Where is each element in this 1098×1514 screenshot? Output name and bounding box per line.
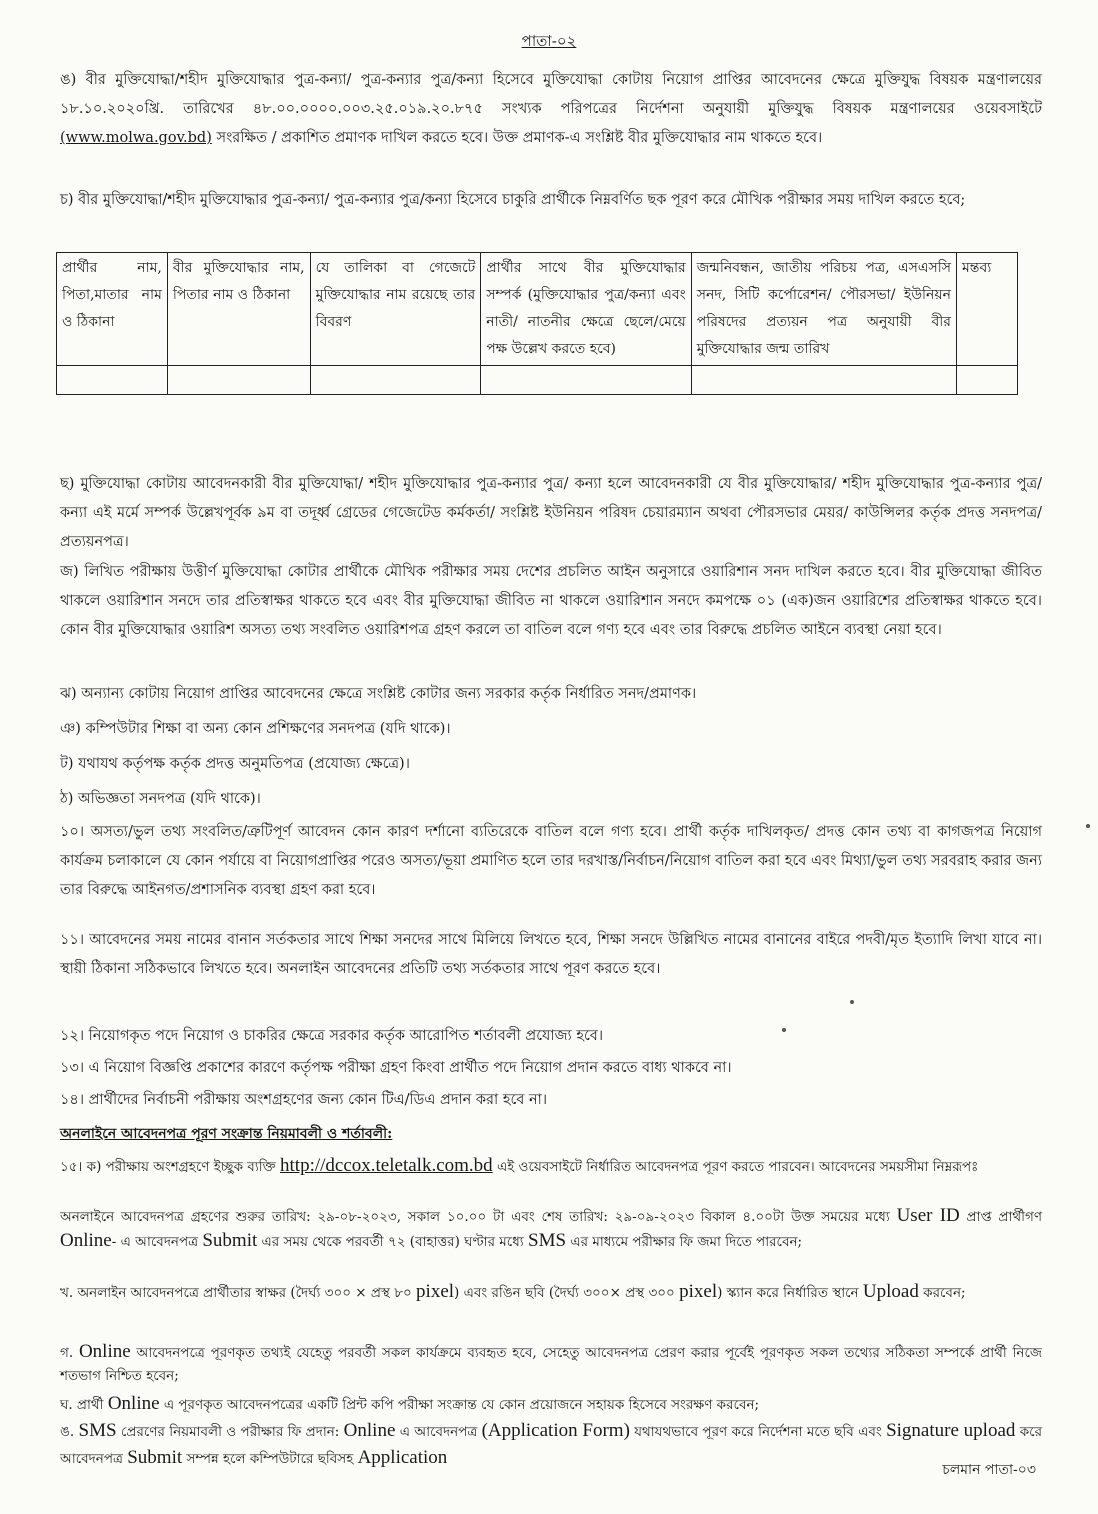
paragraph-ga xyxy=(60,1340,1042,1388)
table-cell[interactable] xyxy=(167,366,310,395)
schedule-text: User ID xyxy=(896,1205,960,1226)
uu2-text: ঙ. xyxy=(60,1424,79,1440)
gha-text: এ পূরণকৃত আবেদনপত্রের একটি প্রিন্ট কপি পরীক্ষা সংক্রান্ত যে কোন প্রয়োজনে সহায়ক হিসেবে সংরক্ষণ করবেন; xyxy=(159,1397,760,1413)
ga-text: গ. xyxy=(60,1345,79,1361)
freedom-fighter-info-table xyxy=(56,252,1018,395)
ga-text: Online xyxy=(78,1341,131,1362)
continued-page-footer: চলমান পাতা-০৩ xyxy=(942,1462,1036,1478)
schedule-text: এর সময় থেকে পরবর্তী ৭২ (বাহাত্তর) ঘণ্টার মধ্যে xyxy=(257,1234,529,1250)
kha-text: করবেন; xyxy=(918,1285,966,1301)
uu2-text: এ আবেদনপত্র xyxy=(395,1424,482,1440)
section-title: অনলাইনে আবেদনপত্র পূরণ সংক্রান্ত নিয়মাবলী ও শর্তাবলী: xyxy=(60,1126,393,1142)
paragraph-14: ১৪। প্রার্থীদের নির্বাচনী পরীক্ষায় অংশগ্রহণের জন্য কোন টিএ/ডিএ প্রদান করা হবে না। xyxy=(60,1092,548,1108)
paragraph-12: ১২। নিয়োগকৃত পদে নিয়োগ ও চাকরির ক্ষেত্রে সরকার কর্তৃক আরোপিত শর্তাবলী প্রযোজ্য হবে। xyxy=(60,1028,604,1044)
schedule-text: Submit xyxy=(202,1230,258,1251)
paragraph-11: ১১। আবেদনের সময় নামের বানান সর্তকতার সাথে শিক্ষা সনদের সাথে মিলিয়ে লিখতে হবে, শিক্ষা সনদে উল্লিখিত নামের বানানের বাইরে পদবী/মৃত ইত্যাদি লিখা যাবে না। স্থায়ী ঠিকানা সঠিকভাবে লিখতে হবে। অনলাইন আবেদনের প্রতিটি তথ্য সর্তকতার সাথে পূরণ করতে হবে। xyxy=(60,932,1042,977)
table-header-row xyxy=(57,253,1018,366)
table-header-cell: প্রার্থীর সাথে বীর মুক্তিযোদ্ধার সম্পর্ক (মুক্তিযোদ্ধার পুত্র/কন্যা এবং নাতী/ নাতনীর ক্ষেত্রে ছেলে/মেয়ে পক্ষ উল্লেখ করতে হবে) xyxy=(481,253,692,366)
uu2-text: Submit xyxy=(127,1447,183,1468)
table-header-cell: বীর মুক্তিযোদ্ধার নাম, পিতার নাম ও ঠিকানা xyxy=(167,253,310,366)
paragraph-cha: ছ) মুক্তিযোদ্ধা কোটায় আবেদনকারী বীর মুক্তিযোদ্ধা/ শহীদ মুক্তিযোদ্ধার পুত্র-কন্যার পুত্র/ কন্যা হলে আবেদনকারী যে বীর মুক্তিযোদ্ধার/ শহীদ মুক্তিযোদ্ধার পুত্র-কন্যার পুত্র/ কন্যা এই মর্মে সম্পর্ক উল্লেখপূর্বক ৯ম বা তদূর্ধ্ব গ্রেডের গেজেটেড কর্মকর্তা/ সংশ্লিষ্ট ইউনিয়ন পরিষদ চেয়ারম্যান অথবা পৌরসভার মেয়র/ কাউন্সিলর কর্তৃক প্রদত্ত সনদপত্র/প্রত্যয়নপত্র। xyxy=(60,476,1042,550)
paragraph-ja: জ) লিখিত পরীক্ষায় উত্তীর্ণ মুক্তিযোদ্ধা কোটার প্রার্থীকে মৌখিক পরীক্ষার সময় দেশের প্রচলিত আইন অনুসারে ওয়ারিশান সনদ দাখিল করতে হবে। বীর মুক্তিযোদ্ধা জীবিত থাকলে ওয়ারিশান সনদে তার প্রতিস্বাক্ষর থাকতে হবে এবং বীর মুক্তিযোদ্ধা জীবিত না থাকলে ওয়ারিশান সনদে কমপক্ষে ০১ (এক)জন ওয়ারিশের প্রতিস্বাক্ষর থাকতে হবে। কোন বীর মুক্তিযোদ্ধার ওয়ারিশ অসত্য তথ্য সংবলিত ওয়ারিশপত্র গ্রহণ করলে তা বাতিল বলে গণ্য হবে এবং তার বিরুদ্ধে প্রচলিত আইনে ব্যবস্থা নেয়া হবে। xyxy=(60,564,1042,638)
schedule-text: এর মাধ্যমে পরীক্ষার ফি জমা দিতে পারবেন; xyxy=(566,1234,803,1250)
schedule-text: SMS xyxy=(528,1230,567,1251)
scan-speck xyxy=(1086,824,1090,828)
table-header-cell: প্রার্থীর নাম, পিতা,মাতার নাম ও ঠিকানা xyxy=(57,253,168,366)
scan-speck xyxy=(850,1000,854,1004)
paragraph-kha xyxy=(60,1280,1042,1305)
table-header-cell: মন্তব্য xyxy=(957,253,1018,366)
table-cell[interactable] xyxy=(310,366,481,395)
table-cell[interactable] xyxy=(957,366,1018,395)
uu2-text: SMS xyxy=(78,1420,117,1441)
molwa-link[interactable]: (www.molwa.gov.bd) xyxy=(60,130,212,146)
table-header-cell: জন্মনিবন্ধন, জাতীয় পরিচয় পত্র, এসএসসি সনদ, সিটি কর্পোরেশন/ পৌরসভা/ ইউনিয়ন পরিষদের প্রত্যয়ন পত্র অনুযায়ী বীর মুক্তিযোদ্ধার জন্ম তারিখ xyxy=(691,253,956,366)
table-cell[interactable] xyxy=(57,366,168,395)
schedule-text: প্রাপ্ত প্রার্থীগণ xyxy=(959,1209,1042,1225)
scan-speck xyxy=(782,1028,786,1032)
gha-text: ঘ. প্রার্থী xyxy=(60,1397,108,1413)
uu2-text: Signature upload xyxy=(886,1420,1016,1441)
schedule-text: Online xyxy=(60,1230,112,1251)
kha-text: pixel xyxy=(416,1281,455,1302)
table-header-cell: যে তালিকা বা গেজেটে মুক্তিযোদ্ধার নাম রয়েছে তার বিবরণ xyxy=(310,253,481,366)
table-cell[interactable] xyxy=(481,366,692,395)
table-row xyxy=(57,366,1018,395)
paragraph-gha xyxy=(60,1392,1042,1417)
schedule-text: - এ আবেদনপত্র xyxy=(111,1234,203,1250)
uu2-text: সম্পন্ন হলে কম্পিউটারে ছবিসহ xyxy=(182,1451,358,1467)
paragraph-15-schedule xyxy=(60,1204,1042,1254)
kha-text: ) স্ক্যান করে নির্ধারিত স্থানে xyxy=(717,1285,863,1301)
table-cell[interactable] xyxy=(691,366,956,395)
schedule-dates: অনলাইনে আবেদনপত্র গ্রহণের শুরুর তারিখ: ২৯-০৮-২০২৩, সকাল ১০.০০ টা এবং শেষ তারিখ: ২৯-০৯-২০২৩ বিকাল ৪.০০টা উক্ত সময়ের মধ্যে xyxy=(60,1209,890,1225)
uu2-text: যথাযথভাবে পূরণ করে নির্দেশনা মতে ছবি এবং xyxy=(629,1424,887,1440)
paragraph-nya: ঞ) কম্পিউটার শিক্ষা বা অন্য কোন প্রশিক্ষণের সনদপত্র (যদি থাকে)। xyxy=(60,721,451,737)
gha-text: Online xyxy=(107,1393,160,1414)
paragraph-15-b: এই ওয়েবসাইটে নির্ধারিত আবেদনপত্র পূরণ করতে পারবেন। আবেদনের সময়সীমা নিম্নরূপঃ xyxy=(492,1159,979,1175)
paragraph-13: ১৩। এ নিয়োগ বিজ্ঞপ্তি প্রকাশের কারণে কর্তৃপক্ষ পরীক্ষা গ্রহণ কিংবা প্রার্থীত পদে নিয়োগ প্রদান করতে বাধ্য থাকবে না। xyxy=(60,1060,732,1076)
paragraph-jha: ঝ) অন্যান্য কোটায় নিয়োগ প্রাপ্তির আবেদনের ক্ষেত্রে সংশ্লিষ্ট কোটার জন্য সরকার কর্তৃক নির্ধারিত সনদ/প্রমাণক। xyxy=(60,686,697,702)
uu2-text: করে আবেদনপত্র xyxy=(60,1424,1043,1467)
uu2-text: (Application Form) xyxy=(481,1420,630,1441)
paragraph-10: ১০। অসত্য/ভুল তথ্য সংবলিত/ত্রুটিপূর্ণ আবেদন কোন কারণ দর্শানো ব্যতিরেকে বাতিল বলে গণ্য হবে। প্রার্থী কর্তৃক দাখিলকৃত/ প্রদত্ত কোন তথ্য বা কাগজপত্র নিয়োগ কার্যক্রম চলাকালে যে কোন পর্যায়ে বা নিয়োগপ্রাপ্তির পরেও অসত্য/ভূয়া প্রমাণিত হলে তার দরখাস্ত/নির্বাচন/নিয়োগ বাতিল করা হবে এবং মিথ্যা/ভুল তথ্য সরবরাহ করার জন্য তার বিরুদ্ধে আইনগত/প্রশাসনিক ব্যবস্থা গ্রহণ করা হবে। xyxy=(60,824,1042,898)
kha-text: Upload xyxy=(862,1281,919,1302)
page-number-header: পাতা-০২ xyxy=(521,32,577,50)
paragraph-uu2 xyxy=(60,1418,1042,1472)
kha-text: খ. অনলাইন আবেদনপত্রে প্রার্থীতার স্বাক্ষর (দৈর্ঘ্য ৩০০ × প্রস্থ ৮০ xyxy=(60,1285,417,1301)
paragraph-15-a: ১৫। ক) পরীক্ষায় অংশগ্রহণে ইচ্ছুক ব্যক্তি xyxy=(60,1159,276,1175)
ga-text: আবেদনপত্রে পূরণকৃত তথ্যই যেহেতু পরবর্তী সকল কার্যক্রমে ব্যবহৃত হবে, সেহেতু আবেদনপত্র প্রেরণ করার পূর্বেই পূরণকৃত সকল তথ্যের সঠিকতা সম্পর্কে প্রার্থী নিজে শতভাগ নিশ্চিত হবেন; xyxy=(60,1345,1042,1384)
uu2-text: প্রেরণের নিয়মাবলী ও পরীক্ষার ফি প্রদান: xyxy=(116,1424,344,1440)
paragraph-uu-text: ঙ) বীর মুক্তিযোদ্ধা/শহীদ মুক্তিযোদ্ধার পুত্র-কন্যা/ পুত্র-কন্যার পুত্র/কন্যা হিসেবে মুক্তিযোদ্ধা কোটায় নিয়োগ প্রাপ্তির আবেদনের ক্ষেত্রে মুক্তিযুদ্ধ বিষয়ক মন্ত্রণালয়ের ১৮.১০.২০২০খ্রি. তারিখের ৪৮.০০.০০০০.০০৩.২৫.০১৯.২০.৮৭৫ সংখ্যক পরিপত্রের নির্দেশনা অনুযায়ী মুক্তিযুদ্ধ বিষয়ক মন্ত্রণালয়ের ওয়েবসাইটে xyxy=(60,72,1042,117)
paragraph-uu-tail: সংরক্ষিত / প্রকাশিত প্রমাণক দাখিল করতে হবে। উক্ত প্রমাণক-এ সংশ্লিষ্ট বীর মুক্তিযোদ্ধার নাম থাকতে হবে। xyxy=(211,130,823,146)
paragraph-tha: ঠ) অভিজ্ঞতা সনদপত্র (যদি থাকে)। xyxy=(60,791,261,807)
paragraph-ca: চ) বীর মুক্তিযোদ্ধা/শহীদ মুক্তিযোদ্ধার পুত্র-কন্যা/ পুত্র-কন্যার পুত্র/কন্যা হিসেবে চাকুরি প্রার্থীকে নিম্নবর্ণিত ছক পূরণ করে মৌখিক পরীক্ষার সময় দাখিল করতে হবে; xyxy=(60,192,966,208)
paragraph-uu xyxy=(60,66,1042,153)
kha-text: ) এবং রঙিন ছবি (দৈর্ঘ্য ৩০০× প্রস্থ ৩০০ xyxy=(454,1285,680,1301)
teletalk-link[interactable]: http://dccox.teletalk.com.bd xyxy=(280,1155,493,1176)
paragraph-15 xyxy=(60,1154,1042,1179)
uu2-text: Online xyxy=(343,1420,396,1441)
paragraph-ta: ট) যথাযথ কর্তৃপক্ষ কর্তৃক প্রদত্ত অনুমতিপত্র (প্রযোজ্য ক্ষেত্রে)। xyxy=(60,756,410,772)
uu2-text: Application xyxy=(357,1447,448,1468)
kha-text: pixel xyxy=(679,1281,718,1302)
